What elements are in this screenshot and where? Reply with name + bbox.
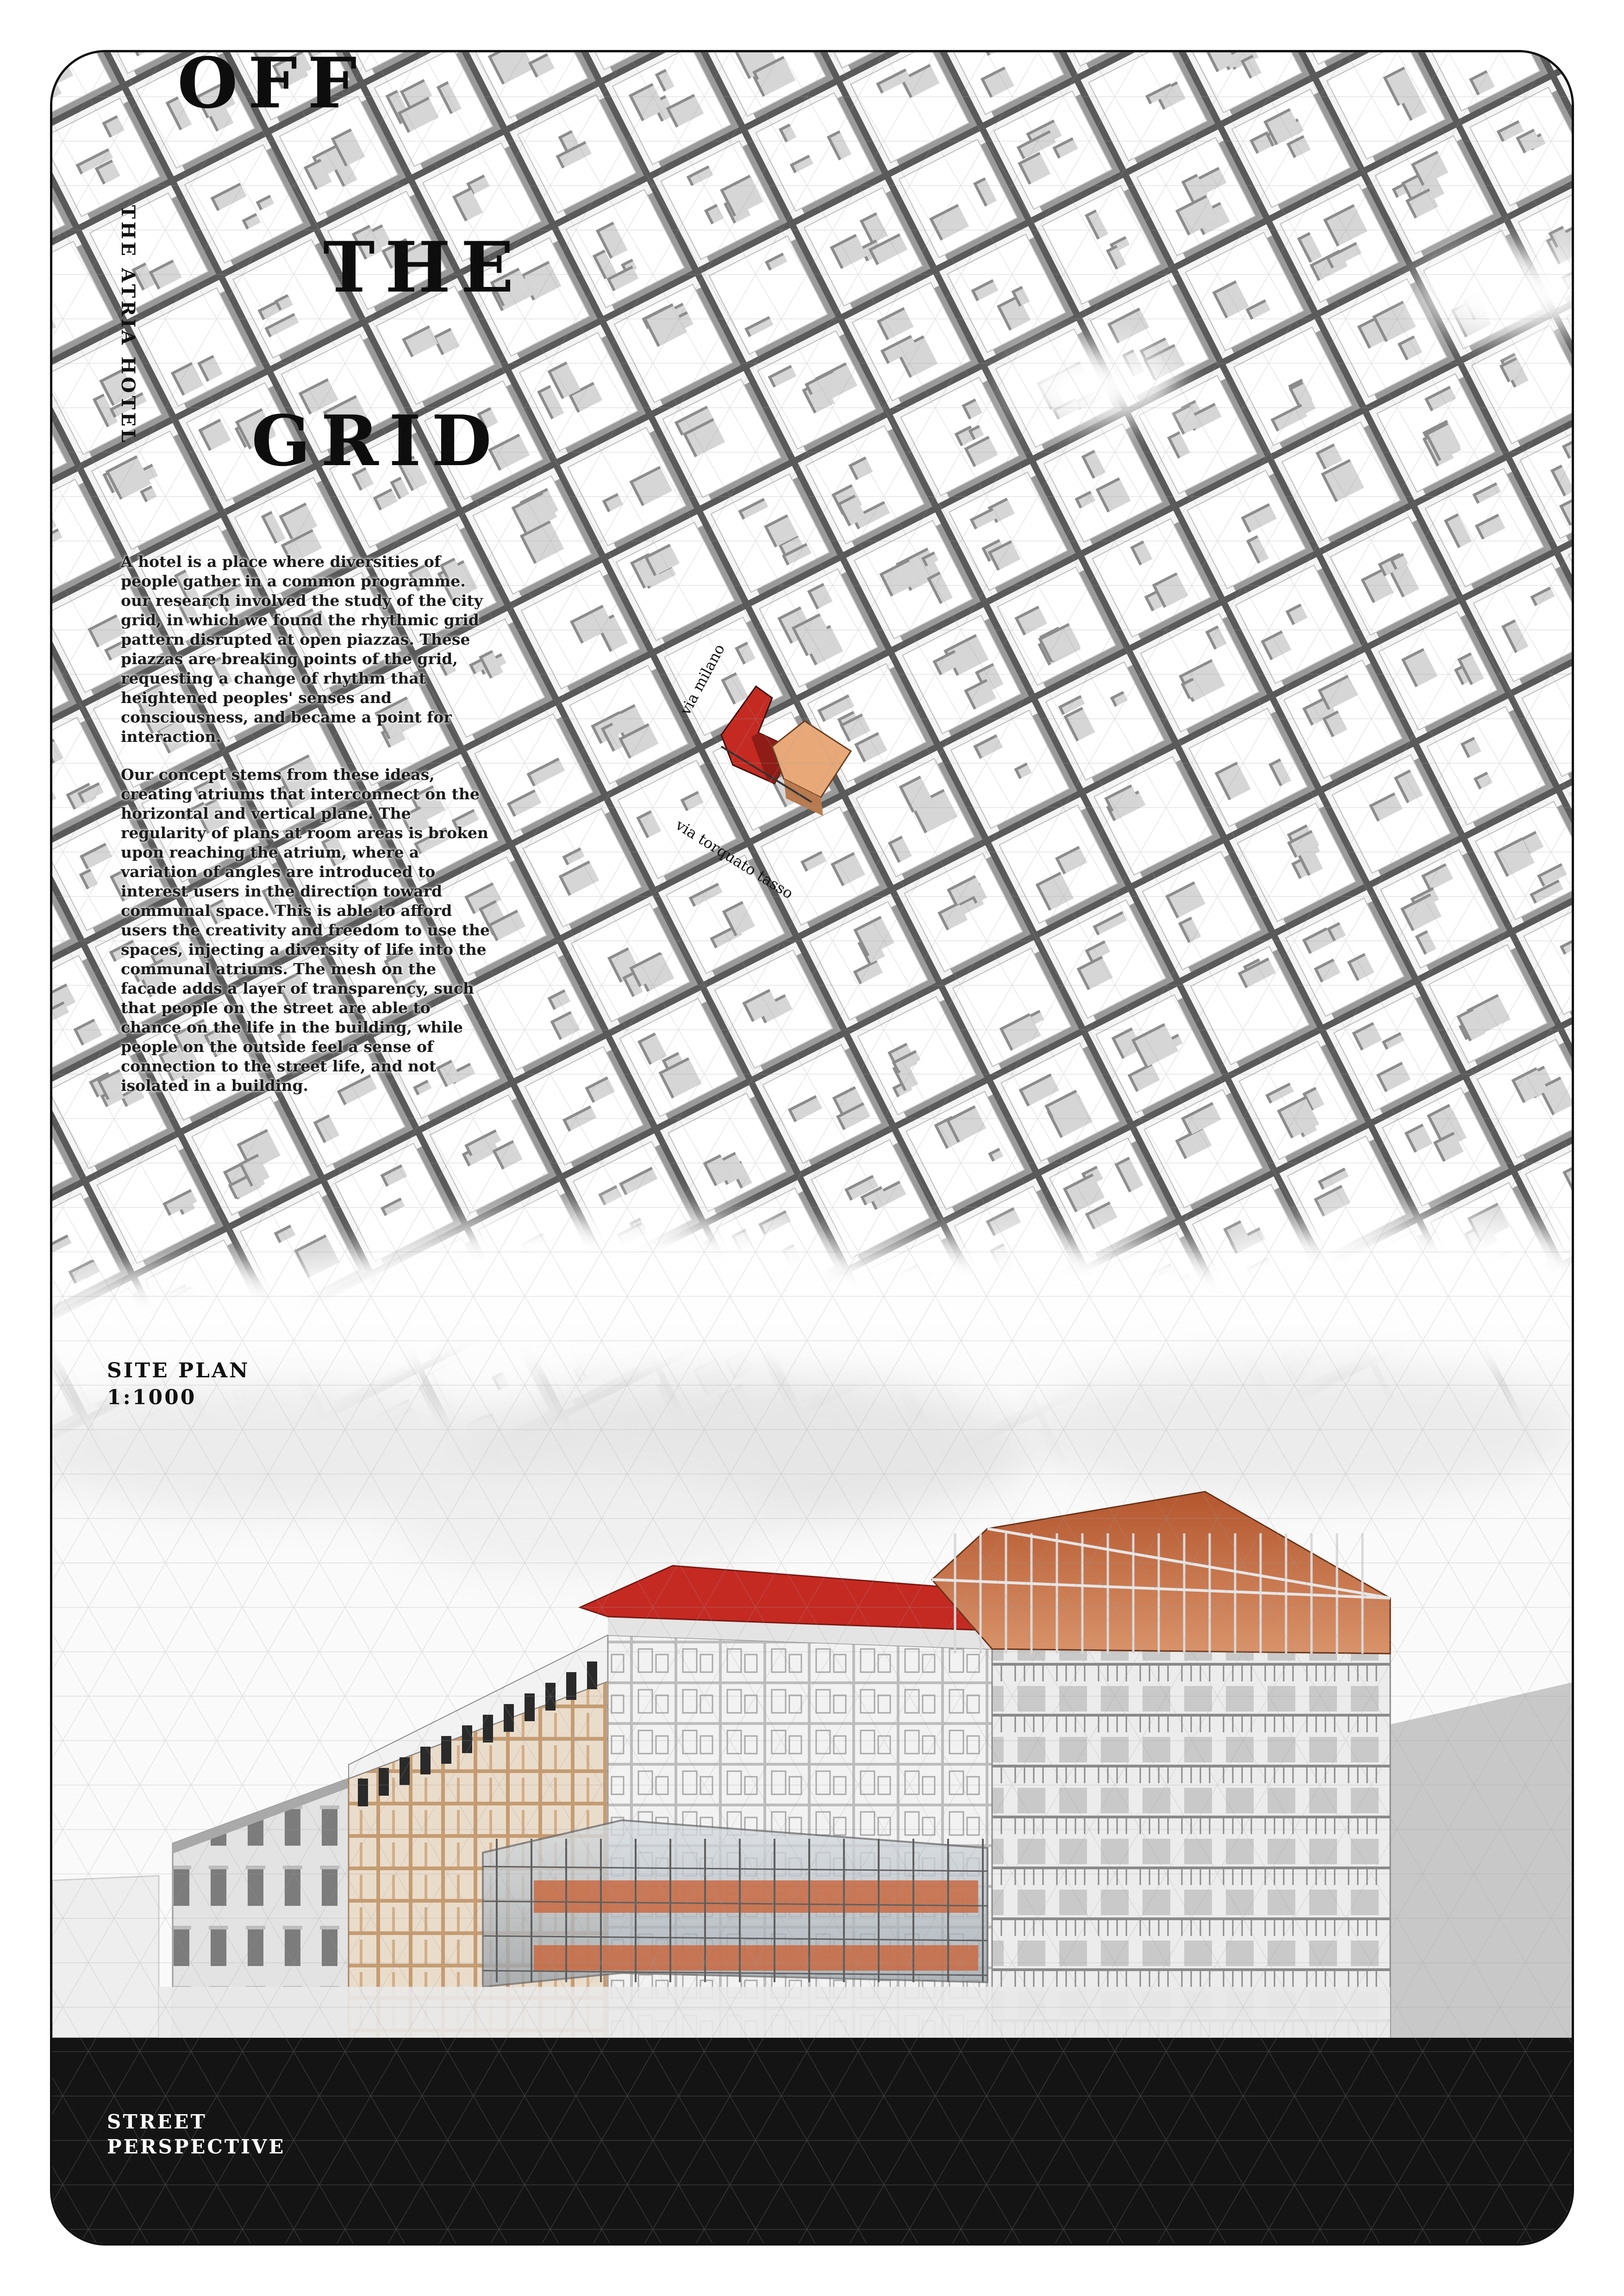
project-description bbox=[121, 552, 496, 1114]
title-word-the: THE bbox=[323, 227, 524, 308]
site-plan-caption bbox=[107, 1357, 250, 1411]
title-word-off: OFF bbox=[177, 50, 367, 124]
description-paragraph-2: Our concept stems from these ideas, creating atriums that interconnect on the horizontal and vertical plane. The regularity of plans at room areas is broken upon reaching the atrium, where a variation of angles are introduced to interest users in the direction toward communal space. This is able to afford users the creativity and freedom to use the spaces, injecting a diversity of life into the communal atriums. The mesh on the facade adds a layer of transparency, such that people on the street are able to chance on the life in the building, while people on the outside feel a sense of connection to the street life, and not isolated in a building. bbox=[121, 765, 490, 1095]
street-perspective-caption-line1: STREET bbox=[107, 2110, 207, 2133]
poster-frame bbox=[50, 50, 1574, 2246]
ground-level bbox=[159, 1987, 1390, 2038]
balcony-facade bbox=[932, 1492, 1390, 2038]
glass-atrium bbox=[483, 1820, 987, 1987]
street-label-via-torquato-tasso: via torquato tasso bbox=[672, 816, 797, 902]
neighbor-building-left bbox=[52, 1876, 159, 2038]
street-perspective-caption bbox=[107, 2109, 285, 2159]
site-plan-caption-title: SITE PLAN bbox=[107, 1359, 250, 1382]
site-plan-caption-scale: 1:1000 bbox=[107, 1386, 197, 1409]
hotel-name-vertical: THE ATRIA HOTEL bbox=[117, 205, 139, 445]
description-paragraph-1: A hotel is a place where diversities of people gather in a common programme. our research involved the study of the city grid, in which we found the rhythmic grid pattern disrupted at open piazzas. These piazzas are breaking points of the grid, requesting a change of rhythm that heightened peoples' senses and consciousness, and became a point for interaction. bbox=[121, 553, 483, 746]
street-perspective-caption-line2: PERSPECTIVE bbox=[107, 2135, 286, 2158]
perspective-clouds bbox=[52, 1362, 1574, 1575]
street-perspective-render bbox=[52, 52, 1574, 2246]
street-label-via-milano: via milano bbox=[676, 641, 729, 718]
neighbor-building-right bbox=[1376, 1681, 1574, 2038]
title-word-grid: GRID bbox=[251, 400, 502, 482]
